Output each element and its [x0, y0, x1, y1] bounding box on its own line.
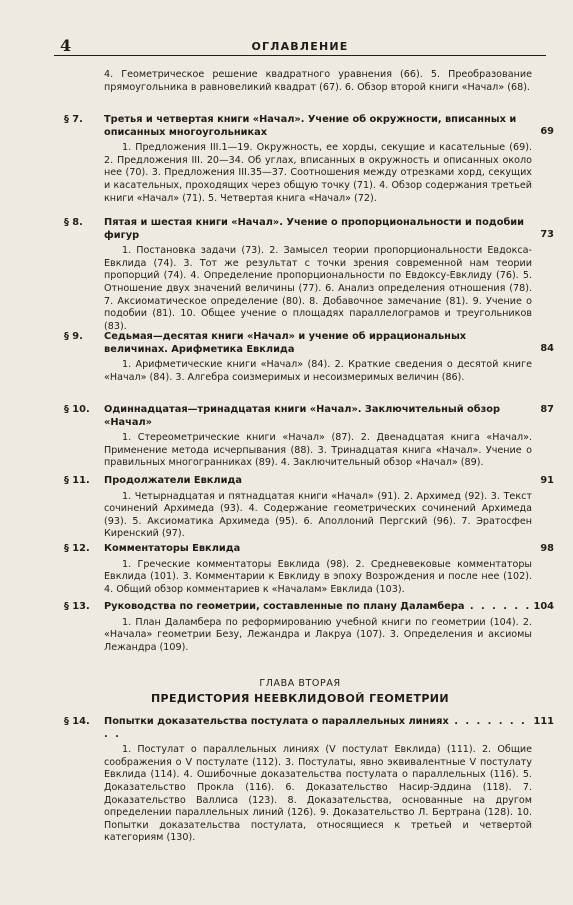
section-title-line — [104, 601, 532, 614]
section-contents: 1. Постулат о параллельных линиях (V постулат Евклида) (111). 2. Общие соображения о V постулате (112). 3. Постулаты, явно эквивалентные V постулату Евклида (114). 4. Ошибочные доказательства постулата о параллельных (116). 5. Доказательство Прокла (116). 6. Доказательство Насир-Эддина (118). 7. Доказательство Валлиса (123). 8. Доказательства, основанные на другом определении параллельных линий (126). 9. Доказательство Л. Бертрана (128). 10. Попытки доказательства постулата, относящиеся к третьей и четвертой категориям (130). — [104, 744, 532, 844]
section-page: 104 — [533, 601, 554, 612]
continued-section-body: 4. Геометрическое решение квадратного уравнения (66). 5. Преобразование прямоугольника в равновеликий квадрат (67). 6. Обзор второй книги «Начал» (68). — [104, 69, 532, 93]
section-title: Одиннадцатая—тринадцатая книги «Начал». Заключительный обзор «Начал» — [104, 404, 501, 428]
toc-section-12 — [64, 543, 554, 596]
running-title: ОГЛАВЛЕНИЕ — [251, 40, 349, 53]
section-page: 91 — [540, 475, 554, 486]
section-contents: 1. Стереометрические книги «Начал» (87). 2. Двенадцатая книга «Начал». Применение метода исчерпывания (88). 3. Тринадцатая книга «Начал». Учение о правильных многогранниках (89). 4. Заключительный обзор «Начал» (89). — [104, 432, 532, 469]
running-header — [54, 36, 546, 56]
section-page: 98 — [540, 543, 554, 554]
chapter-title: ПРЕДИСТОРИЯ НЕЕВКЛИДОВОЙ ГЕОМЕТРИИ — [150, 692, 450, 705]
leader-dots: . . . . . . . . . — [104, 716, 527, 740]
toc-section-8 — [64, 217, 554, 333]
header-rule — [54, 55, 546, 56]
section-number: § 8. — [64, 217, 83, 228]
section-contents: 1. Предложения III.1—19. Окружность, ее хорды, секущие и касательные (69). 2. Предложения III. 20—34. Об углах, вписанных в окружность и описанных около нее (70). 3. Предложения III.35—37. Соотношения между отрезками хорд, секущих и касательных, проходящих через общую точку (71). 4. Обзор содержания третьей книги «Начал» (71). 5. Четвертая книга «Начал» (72). — [104, 142, 532, 204]
section-page: 87 — [540, 404, 554, 415]
toc-section-7 — [64, 114, 554, 205]
section-number: § 7. — [64, 114, 83, 125]
toc-section-9 — [64, 331, 554, 384]
section-number: § 11. — [64, 475, 90, 486]
section-contents: 1. План Даламбера по реформированию учебной книги по геометрии (104). 2. «Начала» геометрии Безу, Лежандра и Лакруа (107). 3. Определения и аксиомы Лежандра (109). — [104, 616, 532, 653]
section-number: § 12. — [64, 543, 90, 554]
section-contents: 1. Греческие комментаторы Евклида (98). 2. Средневековые комментаторы Евклида (101). 3. Комментарии к Евклиду в эпоху Возрождения и после нее (102). 4. Общий обзор комментариев к «Началам» Евклида (103). — [104, 558, 532, 595]
section-title-line — [104, 716, 532, 741]
section-contents: 1. Постановка задачи (73). 2. Замысел теории пропорциональности Евдокса-Евклида (74). 3. Тот же результат с точки зрения современной нам теории пропорций (74). 4. Определение пропорциональности по Евдоксу-Евклиду (76). 5. Отношение двух значений величины (77). 6. Анализ определения отношения (78). 7. Аксиоматическое определение (80). 8. Добавочное замечание (81). 9. Учение о подобии (81). 10. Общее учение о площадях параллелограмов и треугольников (83). — [104, 245, 532, 332]
section-title: Попытки доказательства постулата о параллельных линиях — [104, 716, 449, 727]
section-page: 84 — [540, 343, 554, 354]
chapter-label: ГЛАВА ВТОРАЯ — [259, 678, 341, 689]
section-page: 73 — [540, 229, 554, 240]
page-number: 4 — [60, 36, 72, 55]
section-title: Седьмая—десятая книги «Начал» и учение об иррациональных величинах. Арифметика Евклида — [104, 331, 467, 355]
section-page: 111 — [533, 716, 554, 727]
toc-section-11 — [64, 475, 554, 541]
section-title: Руководства по геометрии, составленные по плану Даламбера — [104, 601, 465, 612]
section-title: Пятая и шестая книги «Начал». Учение о пропорциональности и подобии фигур — [104, 217, 525, 241]
section-title: Комментаторы Евклида — [104, 543, 241, 554]
toc-section-10 — [64, 404, 554, 470]
section-page: 69 — [540, 126, 554, 137]
toc-section-14 — [64, 716, 554, 845]
section-number: § 14. — [64, 716, 90, 727]
section-title: Продолжатели Евклида — [104, 475, 242, 486]
section-number: § 13. — [64, 601, 90, 612]
section-contents: 1. Арифметические книги «Начал» (84). 2. Краткие сведения о десятой книге «Начал» (84). 3. Алгебра соизмеримых и несоизмеримых величин (86). — [104, 359, 532, 383]
section-title: Третья и четвертая книги «Начал». Учение об окружности, вписанных и описанных многоугольниках — [104, 114, 517, 138]
section-number: § 9. — [64, 331, 83, 342]
toc-section-13 — [64, 601, 554, 654]
leader-dots: . . . . . . — [464, 601, 532, 612]
section-contents: 1. Четырнадцатая и пятнадцатая книги «Начал» (91). 2. Архимед (92). 3. Текст сочинений Архимеда (93). 4. Содержание геометрических сочинений Архимеда (93). 5. Аксиоматика Архимеда (95). 6. Аполлоний Пергский (96). 7. Эратосфен Киренский (97). — [104, 490, 532, 540]
section-number: § 10. — [64, 404, 90, 415]
